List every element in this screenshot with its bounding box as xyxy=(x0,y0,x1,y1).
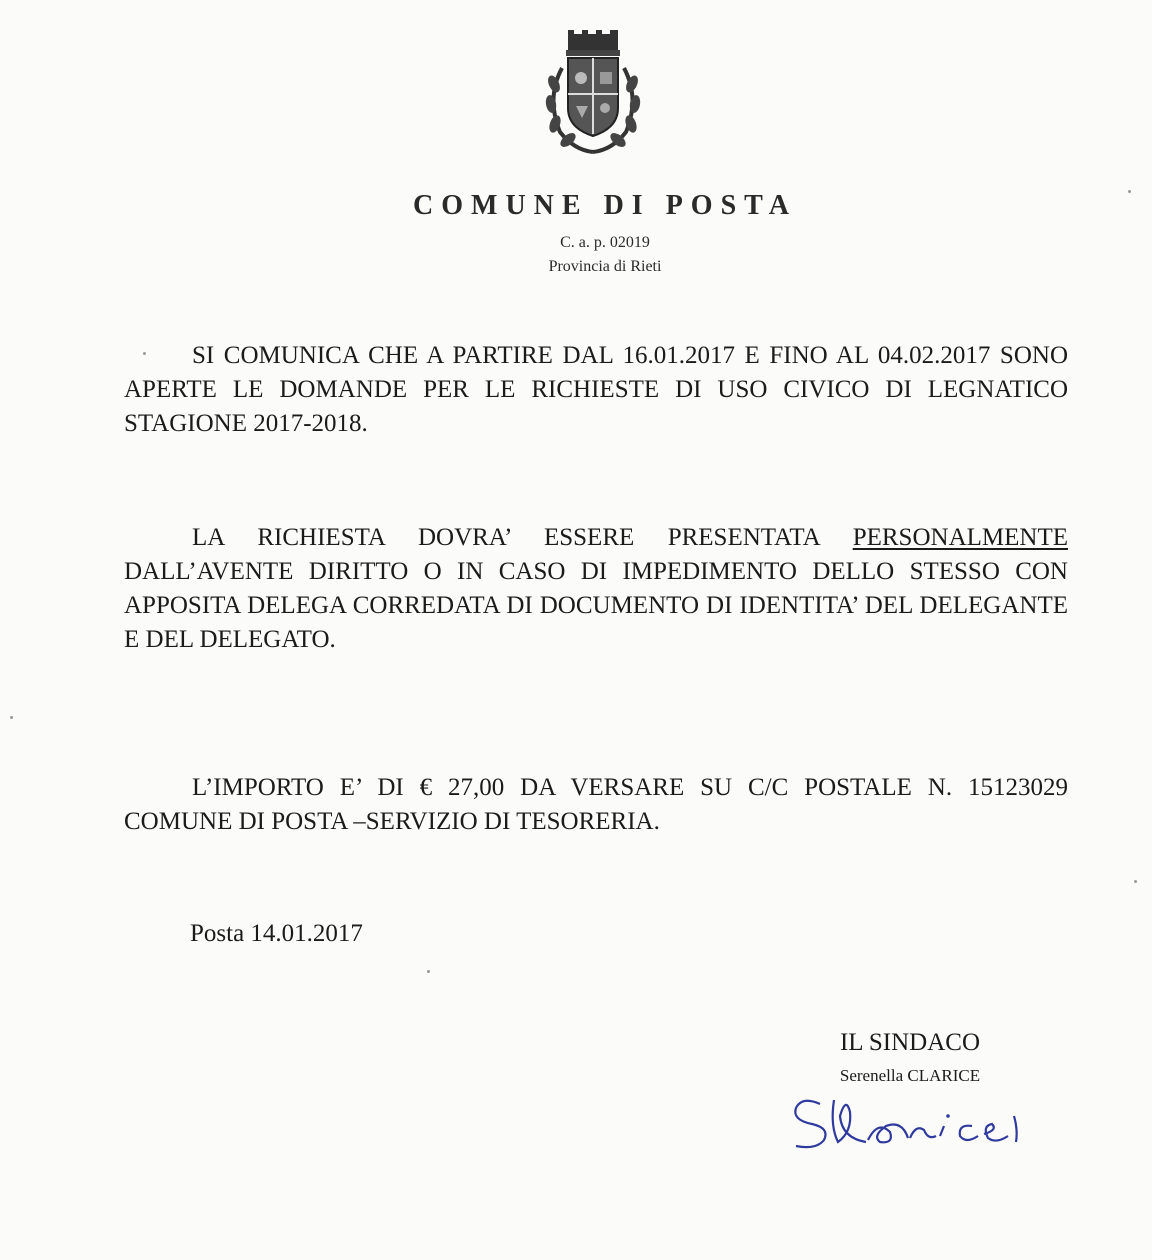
place-date: Posta 14.01.2017 xyxy=(190,920,363,947)
paper-speck xyxy=(10,716,13,719)
paper-speck xyxy=(143,352,146,355)
request-text-before: LA RICHIESTA DOVRA’ ESSERE PRESENTATA xyxy=(192,524,820,551)
page-title: COMUNE DI POSTA xyxy=(413,190,797,221)
request-text-underlined: PERSONALMENTE xyxy=(852,524,1068,551)
signatory-name: Serenella CLARICE xyxy=(839,1066,981,1085)
signatory-role: IL SINDACO xyxy=(839,1029,981,1056)
notice-paragraph-dates xyxy=(124,339,1068,441)
request-text-after: DALL’AVENTE DIRITTO O IN CASO DI IMPEDIMENTO DELLO STESSO CON APPOSITA DELEGA CORREDATA DI DOCUMENTO DI IDENTITA’ DEL DELEGANTE E DEL DELEGATO. xyxy=(124,558,1068,653)
paper-speck xyxy=(427,970,430,973)
handwritten-signature xyxy=(782,1086,1042,1156)
notice-paragraph-payment-text: L’IMPORTO E’ DI € 27,00 DA VERSARE SU C/C POSTALE N. 15123029 COMUNE DI POSTA –SERVIZIO DI TESORERIA. xyxy=(124,774,1068,835)
municipal-crest-icon xyxy=(538,28,648,158)
notice-paragraph-request xyxy=(124,521,1068,657)
paper-speck xyxy=(1134,880,1137,883)
postal-code: C. a. p. 02019 xyxy=(560,234,650,251)
notice-paragraph-payment xyxy=(124,771,1068,839)
notice-paragraph-dates-text: SI COMUNICA CHE A PARTIRE DAL 16.01.2017 E FINO AL 04.02.2017 SONO APERTE LE DOMANDE PER LE RICHIESTE DI USO CIVICO DI LEGNATICO STAGIONE 2017-2018. xyxy=(124,342,1068,437)
province: Provincia di Rieti xyxy=(548,258,662,275)
paper-speck xyxy=(1128,190,1131,193)
